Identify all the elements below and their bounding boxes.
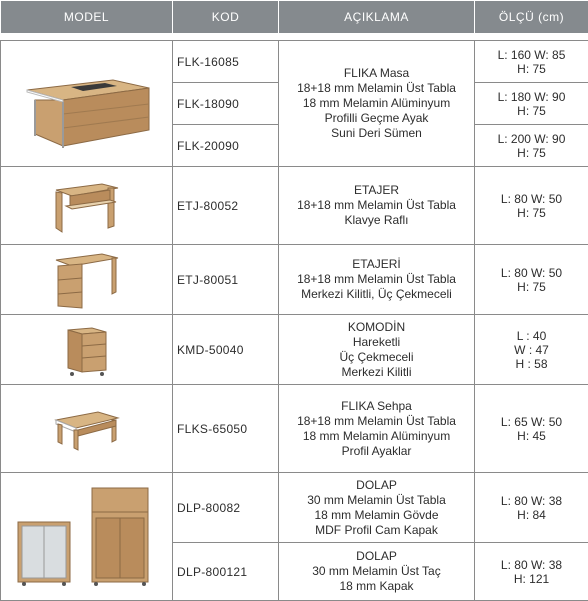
size-line: H: 121 (475, 572, 588, 586)
kod-cell: FLK-18090 (173, 83, 279, 125)
desc-line: 18 mm Melamin Gövde (279, 508, 474, 523)
desc-line: ETAJER (279, 183, 474, 198)
desc-line: 18+18 mm Melamin Üst Tabla (279, 272, 474, 287)
table-row (1, 245, 588, 315)
desc-line: ETAJERİ (279, 257, 474, 272)
header-row (1, 1, 588, 34)
desc-line: KOMODİN (279, 320, 474, 335)
table-row (1, 41, 588, 83)
size-line: W : 47 (475, 343, 588, 357)
desc-line: Merkezi Kilitli, Üç Çekmeceli (279, 287, 474, 302)
kod-cell: FLK-16085 (173, 41, 279, 83)
desc-line: 30 mm Melamin Üst Taç (279, 564, 474, 579)
kod-cell: DLP-800121 (173, 543, 279, 601)
size-cell (475, 167, 588, 245)
model-image-cell (1, 385, 173, 473)
size-line: L: 80 W: 50 (475, 266, 588, 280)
office-desk-icon (17, 54, 157, 154)
desc-line: FLIKA Sehpa (279, 399, 474, 414)
size-line: L: 80 W: 50 (475, 192, 588, 206)
description-cell (279, 543, 475, 601)
size-line: H: 75 (475, 104, 588, 118)
size-line: L: 200 W: 90 (475, 132, 588, 146)
size-line: L: 80 W: 38 (475, 494, 588, 508)
size-cell (475, 41, 588, 83)
desc-line: Merkezi Kilitli (279, 365, 474, 380)
table-row (1, 315, 588, 385)
pedestal-icon (62, 322, 112, 378)
keyboard-desk-icon (52, 176, 122, 236)
desc-line: MDF Profil Cam Kapak (279, 523, 474, 538)
size-cell (475, 83, 588, 125)
model-image-cell (1, 41, 173, 167)
desc-line: 18 mm Kapak (279, 579, 474, 594)
desc-line: Üç Çekmeceli (279, 350, 474, 365)
size-line: H: 75 (475, 206, 588, 220)
kod-cell: ETJ-80051 (173, 245, 279, 315)
drawer-desk-icon (52, 250, 122, 310)
size-line: L: 160 W: 85 (475, 48, 588, 62)
description-cell (279, 473, 475, 543)
description-cell (279, 245, 475, 315)
header-model: MODEL (1, 1, 173, 34)
description-cell (279, 385, 475, 473)
table-row (1, 167, 588, 245)
size-cell (475, 385, 588, 473)
cabinet-icon (12, 482, 162, 592)
size-line: L: 65 W: 50 (475, 415, 588, 429)
desc-line: DOLAP (279, 549, 474, 564)
size-line: H: 75 (475, 62, 588, 76)
description-cell (279, 41, 475, 167)
desc-line: 18 mm Melamin Alüminyum (279, 96, 474, 111)
desc-line: Suni Deri Sümen (279, 126, 474, 141)
size-cell (475, 473, 588, 543)
coffee-table-icon (52, 404, 122, 454)
header-kod: KOD (173, 1, 279, 34)
size-line: H : 58 (475, 357, 588, 371)
model-image-cell (1, 473, 173, 601)
kod-cell: ETJ-80052 (173, 167, 279, 245)
size-line: H: 75 (475, 146, 588, 160)
model-image-cell (1, 245, 173, 315)
description-cell (279, 315, 475, 385)
kod-cell: DLP-80082 (173, 473, 279, 543)
desc-line: 18+18 mm Melamin Üst Tabla (279, 198, 474, 213)
kod-cell: FLK-20090 (173, 125, 279, 167)
size-cell (475, 245, 588, 315)
header-aciklama: AÇIKLAMA (279, 1, 475, 34)
size-cell (475, 315, 588, 385)
size-line: H: 75 (475, 280, 588, 294)
table-row (1, 473, 588, 543)
size-line: L: 80 W: 38 (475, 558, 588, 572)
desc-line: Profil Ayaklar (279, 444, 474, 459)
size-cell (475, 543, 588, 601)
table-row (1, 385, 588, 473)
desc-line: DOLAP (279, 478, 474, 493)
size-line: H: 84 (475, 508, 588, 522)
desc-line: 18+18 mm Melamin Üst Tabla (279, 414, 474, 429)
size-line: H: 45 (475, 429, 588, 443)
description-cell (279, 167, 475, 245)
kod-cell: KMD-50040 (173, 315, 279, 385)
desc-line: 30 mm Melamin Üst Tabla (279, 493, 474, 508)
desc-line: 18+18 mm Melamin Üst Tabla (279, 81, 474, 96)
model-image-cell (1, 315, 173, 385)
size-line: L : 40 (475, 329, 588, 343)
size-cell (475, 125, 588, 167)
desc-line: FLIKA Masa (279, 66, 474, 81)
desc-line: 18 mm Melamin Alüminyum (279, 429, 474, 444)
desc-line: Hareketli (279, 335, 474, 350)
header-olcu: ÖLÇÜ (cm) (475, 1, 588, 34)
model-image-cell (1, 167, 173, 245)
kod-cell: FLKS-65050 (173, 385, 279, 473)
desc-line: Profilli Geçme Ayak (279, 111, 474, 126)
size-line: L: 180 W: 90 (475, 90, 588, 104)
desc-line: Klavye Raflı (279, 213, 474, 228)
